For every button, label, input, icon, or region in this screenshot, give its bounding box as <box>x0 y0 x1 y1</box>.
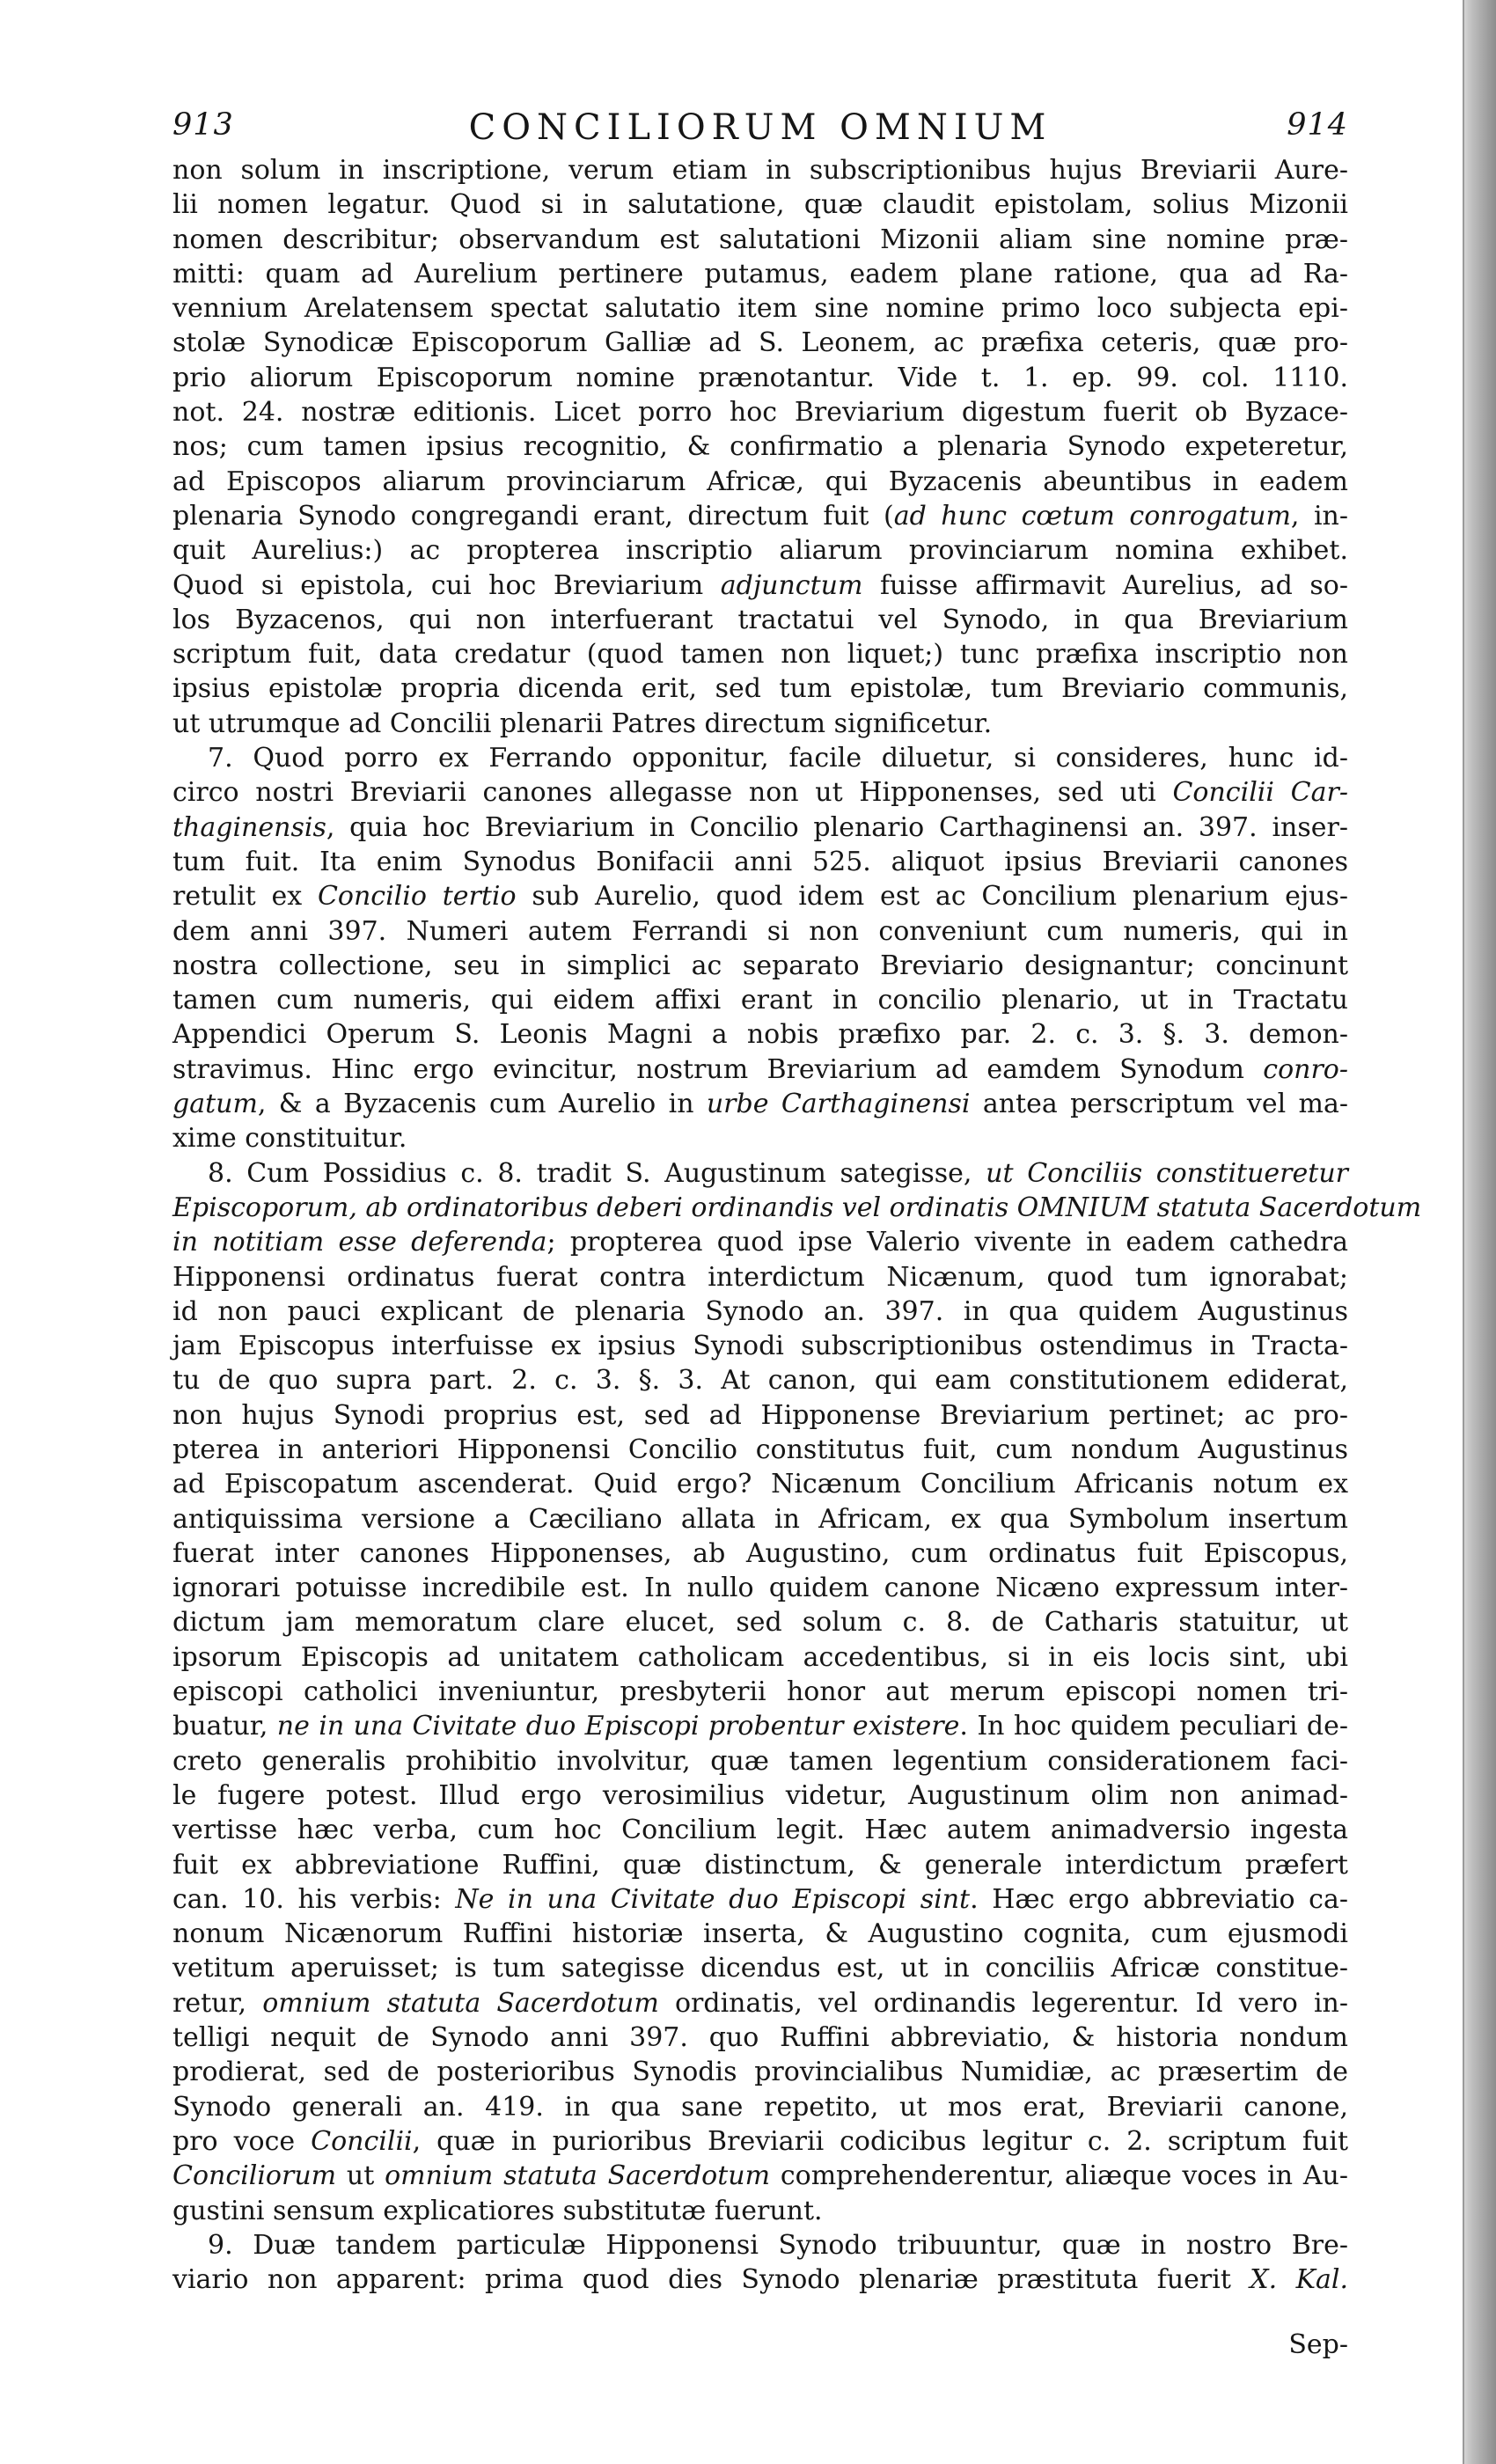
text-line <box>172 1951 1348 1985</box>
text-line <box>172 2262 1348 2297</box>
text-run: prio aliorum Episcoporum nomine prænotantur. Vide t. 1. ep. 99. col. 1110. <box>172 362 1348 393</box>
text-line <box>172 1087 1348 1121</box>
text-run: dictum jam memoratum clare elucet, sed solum c. 8. de Catharis statuitur, ut <box>172 1607 1348 1639</box>
text-line <box>172 707 1348 741</box>
text-line <box>172 1398 1348 1433</box>
text-line <box>172 1329 1348 1363</box>
text-run: , quia hoc Breviarium in Concilio plenario Carthaginensi an. 397. inser- <box>326 811 1348 843</box>
text-run: stolæ Synodicæ Episcoporum Galliæ ad S. Leonem, ac præfixa ceteris, quæ pro- <box>172 327 1348 359</box>
text-run: ipsius epistolæ propria dicenda erit, sed tum epistolæ, tum Breviario communis, <box>172 673 1348 705</box>
text-line <box>172 395 1348 429</box>
text-line <box>172 153 1348 187</box>
text-run: tum fuit. Ita enim Synodus Bonifacii anni 525. aliquot ipsius Breviarii canones <box>172 846 1348 877</box>
text-run: quit Aurelius:) ac propterea inscriptio aliarum provinciarum nomina exhibet. <box>172 535 1348 567</box>
text-run: vetitum aperuisset; is tum sategisse dicendus est, ut in conciliis Africæ constitue- <box>172 1953 1348 1984</box>
text-line <box>172 257 1348 291</box>
text-run: Hipponensi ordinatus fuerat contra interdictum Nicænum, quod tum ignorabat; <box>172 1261 1348 1293</box>
text-run: scriptum fuit, data credatur (quod tamen non liquet;) tunc præfixa inscriptio non <box>172 639 1348 671</box>
text-run: jam Episcopus interfuisse ex ipsius Synodi subscriptionibus ostendimus in Tracta- <box>172 1331 1348 1362</box>
text-line <box>172 845 1348 879</box>
italic-run: adjunctum <box>720 569 863 601</box>
italic-run: ne in una Civitate duo Episcopi probentur existere <box>276 1711 960 1742</box>
text-run: . In hoc quidem peculiari de- <box>959 1711 1348 1742</box>
italic-run: Concilii <box>311 2125 413 2157</box>
text-run: viario non apparent: prima quod dies Synodo plenariæ præstituta fuerit <box>172 2264 1250 2296</box>
text-run: episcopi catholici inveniuntur, presbyterii honor aut merum episcopi nomen tri- <box>172 1676 1348 1708</box>
text-line <box>172 603 1348 637</box>
text-line <box>172 187 1348 222</box>
text-run: antiquissima versione a Cæciliano allata in Africam, ex qua Symbolum insertum <box>172 1503 1348 1535</box>
text-run: . Hæc ergo abbreviatio ca- <box>970 1883 1348 1915</box>
italic-run: in notitiam esse deferenda <box>172 1227 547 1258</box>
text-run: gustini sensum explicatiores substitutæ fuerunt. <box>172 2195 823 2226</box>
text-line <box>172 1882 1348 1917</box>
text-line <box>172 949 1348 983</box>
text-line <box>172 1778 1348 1813</box>
book-gutter <box>1463 0 1496 2464</box>
text-line <box>172 1571 1348 1605</box>
italic-run: Concilio tertio <box>317 881 517 913</box>
text-line <box>172 291 1348 326</box>
text-line <box>172 223 1348 257</box>
text-line <box>172 1433 1348 1467</box>
text-run: ordinatis, vel ordinandis legerentur. Id vero in- <box>658 1987 1349 2019</box>
running-header <box>172 107 1348 148</box>
text-run: prodierat, sed de posterioribus Synodis provincialibus Numidiæ, ac præsertim de <box>172 2057 1348 2088</box>
text-run: telligi nequit de Synodo anni 397. quo Ruffini abbreviatio, & historia nondum <box>172 2022 1348 2054</box>
italic-run: thaginensis <box>172 811 326 843</box>
text-run: nomen describitur; observandum est salutationi Mizonii aliam sine nomine præ- <box>172 224 1348 255</box>
text-run: vennium Arelatensem spectat salutatio item sine nomine primo loco subjecta epi- <box>172 293 1348 325</box>
italic-run: Concilii Car- <box>1172 777 1348 809</box>
italic-run: omnium statuta Sacerdotum <box>385 2160 771 2192</box>
text-run: fuit ex abbreviatione Ruffini, quæ distinctum, & generale interdictum præfert <box>172 1849 1348 1881</box>
page-number-right: 914 <box>1287 107 1348 143</box>
text-line <box>172 499 1348 533</box>
text-run: antea perscriptum vel ma- <box>970 1089 1348 1120</box>
text-line <box>172 1675 1348 1709</box>
text-run: ut <box>336 2160 385 2192</box>
text-run: stravimus. Hinc ergo evincitur, nostrum Breviarium ad eamdem Synodum <box>172 1053 1264 1085</box>
text-run: non solum in inscriptione, verum etiam in subscriptionibus hujus Breviarii Aure- <box>172 155 1348 186</box>
gutter-edge <box>1463 0 1464 2464</box>
text-run: tamen cum numeris, qui eidem affixi erant in concilio plenario, ut in Tractatu <box>172 985 1348 1016</box>
text-line <box>172 2020 1348 2055</box>
text-line <box>172 983 1348 1017</box>
text-run: ignorari potuisse incredibile est. In nullo quidem canone Nicæno expressum inter- <box>172 1573 1348 1604</box>
text-line <box>172 775 1348 810</box>
text-run: sub Aurelio, quod idem est ac Concilium plenarium ejus- <box>516 881 1348 913</box>
text-run: not. 24. nostræ editionis. Licet porro hoc Breviarium digestum fuerit ob Byzace- <box>172 397 1348 429</box>
text-line <box>172 1017 1348 1052</box>
text-run: id non pauci explicant de plenaria Synodo an. 397. in qua quidem Augustinus <box>172 1295 1348 1327</box>
italic-run: conro- <box>1263 1053 1348 1085</box>
body-text <box>172 153 1422 2297</box>
italic-run: X. Kal. <box>1250 2264 1349 2296</box>
text-run: Synodo generali an. 419. in qua sane repetito, ut mos erat, Breviarii canone, <box>172 2091 1348 2123</box>
text-line <box>172 1605 1348 1639</box>
text-line <box>172 326 1348 360</box>
text-run: xime constituitur. <box>172 1123 407 1155</box>
text-line <box>172 1260 1348 1294</box>
text-line <box>172 1363 1348 1397</box>
text-run: lii nomen legatur. Quod si in salutatione, quæ claudit epistolam, solius Mizonii <box>172 189 1348 221</box>
text-run: can. 10. his verbis: <box>172 1883 456 1915</box>
text-run: ipsorum Episcopis ad unitatem catholicam accedentibus, si in eis locis sint, ubi <box>172 1641 1348 1673</box>
text-line <box>172 2090 1348 2124</box>
text-line <box>172 2228 1348 2262</box>
catchword: Sep- <box>1288 2329 1348 2360</box>
text-line <box>172 1156 1348 1191</box>
text-run: circo nostri Breviarii canones allegasse non ut Hipponenses, sed uti <box>172 777 1173 809</box>
text-line <box>172 1502 1348 1536</box>
italic-run: omnium statuta Sacerdotum <box>262 1987 659 2019</box>
text-line <box>172 568 1348 603</box>
italic-run: Episcoporum, ab ordinatoribus deberi ordinandis vel ordinatis OMNIUM statuta Sacerdotum <box>172 1192 1422 1223</box>
text-line <box>172 2055 1348 2089</box>
text-line <box>172 1052 1348 1087</box>
text-line <box>172 429 1348 464</box>
text-line <box>172 879 1348 913</box>
text-run: le fugere potest. Illud ergo verosimilius videtur, Augustinum olim non animad- <box>172 1779 1348 1811</box>
text-line <box>172 1986 1348 2020</box>
text-run: dem anni 397. Numeri autem Ferrandi si non conveniunt cum numeris, qui in <box>172 915 1348 947</box>
text-line <box>172 533 1348 568</box>
text-run: creto generalis prohibitio involvitur, quæ tamen legentium considerationem faci- <box>172 1745 1348 1777</box>
text-run: , & a Byzacenis cum Aurelio in <box>257 1089 707 1120</box>
text-run: Appendici Operum S. Leonis Magni a nobis præfixo par. 2. c. 3. §. 3. demon- <box>172 1019 1348 1051</box>
page-number-left: 913 <box>172 107 234 143</box>
text-run: retulit ex <box>172 881 318 913</box>
text-line <box>172 1848 1348 1882</box>
text-run: fuerat inter canones Hipponenses, ab Augustino, cum ordinatus fuit Episcopus, <box>172 1537 1348 1569</box>
text-run: non hujus Synodi proprius est, sed ad Hipponense Breviarium pertinet; ac pro- <box>172 1399 1348 1431</box>
text-run: fuisse affirmavit Aurelius, ad so- <box>862 569 1348 601</box>
text-run: vertisse hæc verba, cum hoc Concilium legit. Hæc autem animadversio ingesta <box>172 1815 1348 1846</box>
text-run: 9. Duæ tandem particulæ Hipponensi Synodo tribuuntur, quæ in nostro Bre- <box>208 2229 1348 2261</box>
italic-run: gatum <box>172 1089 258 1120</box>
text-run: tu de quo supra part. 2. c. 3. §. 3. At canon, qui eam constitutionem ediderat, <box>172 1365 1348 1397</box>
text-run: Quod si epistola, cui hoc Breviarium <box>172 569 721 601</box>
text-line <box>172 1191 1422 1225</box>
text-run: mitti: quam ad Aurelium pertinere putamus, eadem plane ratione, qua ad Ra- <box>172 258 1348 290</box>
text-run: 8. Cum Possidius c. 8. tradit S. Augustinum sategisse, <box>208 1157 986 1189</box>
text-run: ad Episcopos aliarum provinciarum Africæ, qui Byzacenis abeuntibus in eadem <box>172 466 1348 497</box>
text-run: retur, <box>172 1987 263 2019</box>
text-line <box>172 2124 1348 2159</box>
text-line <box>172 1709 1348 1743</box>
text-line <box>172 465 1348 499</box>
text-line <box>172 1467 1348 1501</box>
text-run: nonum Nicænorum Ruffini historiæ inserta, & Augustino cognita, cum ejusmodi <box>172 1918 1348 1950</box>
text-line <box>172 2194 1348 2228</box>
text-run: nostra collectione, seu in simplici ac separato Breviario designantur; concinunt <box>172 950 1348 981</box>
italic-run: ad hunc cœtum conrogatum <box>893 500 1291 532</box>
text-run: 7. Quod porro ex Ferrando opponitur, facile diluetur, si consideres, hunc id- <box>208 743 1348 774</box>
text-line <box>172 2159 1348 2193</box>
text-line <box>172 810 1348 845</box>
text-line <box>172 1294 1348 1329</box>
text-line <box>172 1813 1348 1847</box>
text-line <box>172 1121 1348 1155</box>
text-run: , in- <box>1290 500 1348 532</box>
running-title: CONCILIORUM OMNIUM <box>468 107 1052 148</box>
text-run: buatur, <box>172 1711 277 1742</box>
text-line <box>172 741 1348 775</box>
text-line <box>172 1536 1348 1571</box>
text-run: plenaria Synodo congregandi erant, directum fuit ( <box>172 500 894 532</box>
text-run: ut utrumque ad Concilii plenarii Patres directum significetur. <box>172 708 993 739</box>
text-line <box>172 1640 1348 1675</box>
text-line <box>172 1744 1348 1778</box>
text-line <box>172 671 1348 706</box>
italic-run: Ne in una Civitate duo Episcopi sint <box>455 1883 971 1915</box>
text-run: los Byzacenos, qui non interfuerant tractatui vel Synodo, in qua Breviarium <box>172 604 1348 635</box>
text-run: pro voce <box>172 2125 312 2157</box>
text-line <box>172 637 1348 671</box>
text-run: nos; cum tamen ipsius recognitio, & confirmatio a plenaria Synodo expeteretur, <box>172 431 1348 463</box>
text-line <box>172 914 1348 949</box>
italic-run: Conciliorum <box>172 2160 337 2192</box>
italic-run: urbe Carthaginensi <box>706 1089 971 1120</box>
text-run: ; propterea quod ipse Valerio vivente in eadem cathedra <box>546 1227 1348 1258</box>
text-line <box>172 1917 1348 1951</box>
text-run: , quæ in purioribus Breviarii codicibus legitur c. 2. scriptum fuit <box>412 2125 1348 2157</box>
text-run: comprehenderentur, aliæque voces in Au- <box>770 2160 1348 2192</box>
text-run: pterea in anteriori Hipponensi Concilio constitutus fuit, cum nondum Augustinus <box>172 1434 1348 1465</box>
text-run: ad Episcopatum ascenderat. Quid ergo? Nicænum Concilium Africanis notum ex <box>172 1469 1348 1500</box>
text-line <box>172 1225 1348 1259</box>
text-line <box>172 361 1348 395</box>
italic-run: ut Conciliis constitueretur <box>986 1157 1348 1189</box>
